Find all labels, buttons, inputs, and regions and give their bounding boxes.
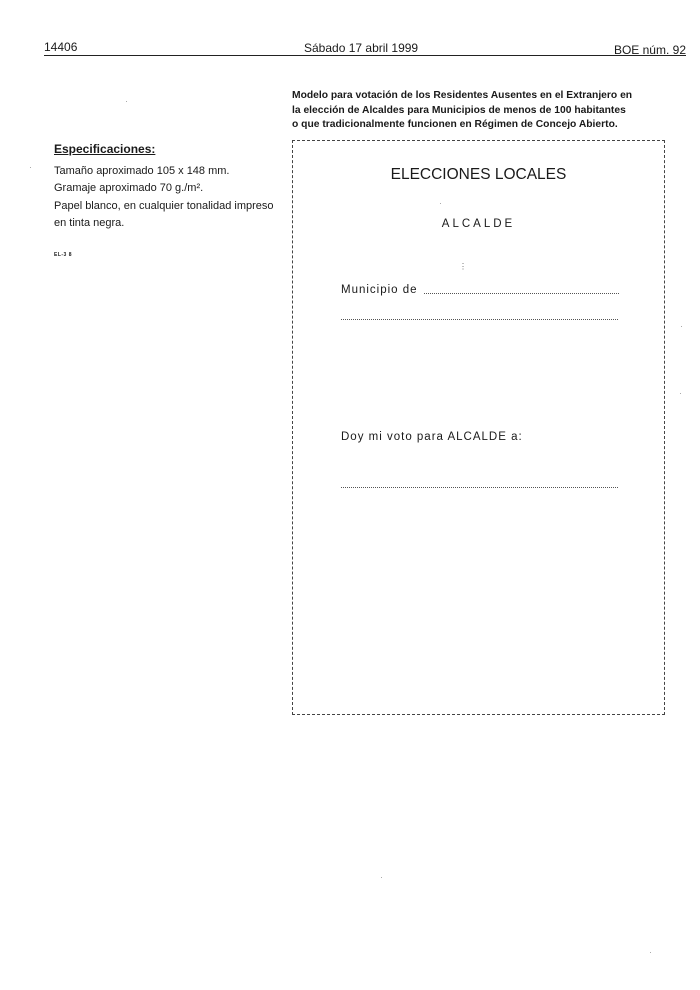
specifications-list [54, 163, 286, 233]
vote-dotted-line [341, 487, 618, 488]
municipio-label: Municipio de [341, 284, 418, 296]
scan-speck [126, 101, 127, 102]
scan-speck [681, 326, 682, 327]
scan-speck [30, 167, 31, 168]
specifications-title: Especificaciones: [54, 142, 156, 156]
municipio-dotted-line [424, 293, 619, 294]
ballot-title: ELECCIONES LOCALES [390, 166, 567, 183]
ballot-mark: ⋮ [459, 262, 467, 271]
scan-speck [440, 203, 441, 204]
municipio-dotted-line-2 [341, 319, 618, 320]
publication-date: Sábado 17 abril 1999 [304, 41, 419, 55]
vote-label: Doy mi voto para ALCALDE a: [341, 431, 523, 443]
scan-speck [381, 877, 382, 878]
page-number: 14406 [44, 40, 78, 54]
bulletin-number: BOE núm. 92 [613, 43, 686, 57]
scan-speck [680, 393, 681, 394]
model-title-line: la elección de Alcaldes para Municipios de menos de 100 habitantes [292, 104, 626, 116]
spec-line: Gramaje aproximado 70 g./m². [54, 182, 204, 195]
spec-line: Papel blanco, en cualquier tonalidad impreso [54, 199, 274, 212]
spec-line: Tamaño aproximado 105 x 148 mm. [54, 165, 230, 177]
page-header [44, 40, 686, 56]
model-title-line: o que tradicionalmente funcionen en Régimen de Concejo Abierto. [292, 119, 618, 130]
model-title [292, 89, 677, 133]
header-rule [44, 55, 686, 56]
model-title-line: Modelo para votación de los Residentes Ausentes en el Extranjero en [292, 90, 633, 101]
scan-speck [650, 952, 651, 953]
ballot-subtitle: ALCALDE [441, 218, 516, 230]
spec-line: en tinta negra. [54, 217, 125, 230]
model-code: EL-3 8 [54, 252, 73, 258]
